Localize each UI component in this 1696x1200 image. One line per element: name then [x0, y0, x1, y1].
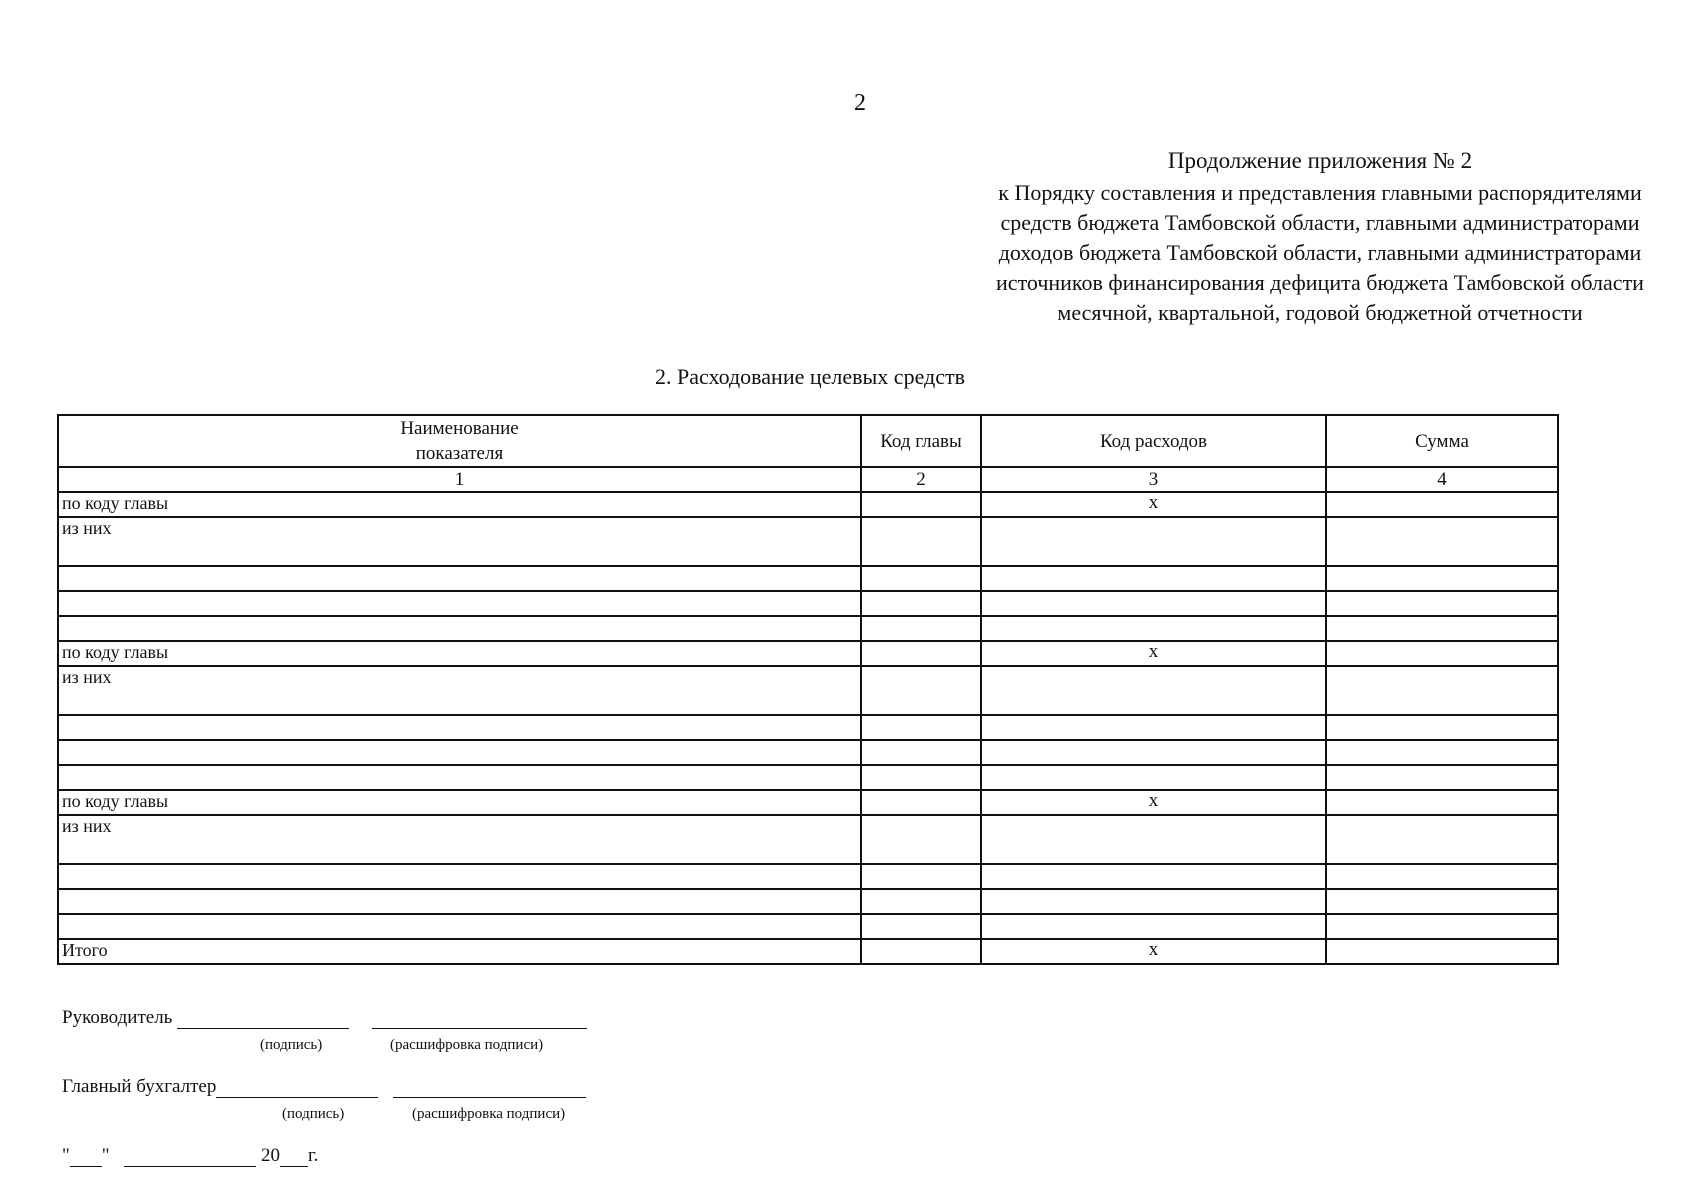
row-chapter-code	[861, 889, 981, 914]
row-sum	[1326, 715, 1558, 740]
table-row	[58, 864, 1558, 889]
row-name: из них	[58, 815, 861, 864]
table-header-row	[58, 415, 1558, 467]
row-sum	[1326, 666, 1558, 715]
row-name	[58, 566, 861, 591]
row-chapter-code	[861, 715, 981, 740]
row-chapter-code	[861, 740, 981, 765]
row-sum	[1326, 616, 1558, 641]
accountant-signature-line	[62, 1076, 586, 1098]
table-row	[58, 616, 1558, 641]
row-sum	[1326, 864, 1558, 889]
row-sum	[1326, 591, 1558, 616]
table-row	[58, 790, 1558, 815]
accountant-signature-hint: (подпись)	[282, 1106, 345, 1122]
header-chapter-code: Код главы	[861, 415, 981, 467]
page-number: 2	[854, 90, 866, 116]
row-sum	[1326, 740, 1558, 765]
row-expense-code	[981, 566, 1326, 591]
appendix-title: Продолжение приложения № 2	[1167, 148, 1473, 173]
table-row	[58, 641, 1558, 666]
row-sum	[1326, 914, 1558, 939]
table-row	[58, 815, 1558, 864]
row-expense-code	[981, 517, 1326, 566]
row-name: по коду главы	[58, 790, 861, 815]
date-year-field[interactable]	[280, 1166, 308, 1167]
column-number: 4	[1326, 467, 1558, 492]
date-quote-close: "	[101, 1145, 110, 1166]
total-row	[58, 939, 1558, 964]
table-row	[58, 517, 1558, 566]
appendix-line: источников финансирования дефицита бюджета Тамбовской области	[996, 270, 1644, 295]
section-title: 2. Расходование целевых средств	[654, 364, 966, 389]
table-row	[58, 492, 1558, 517]
row-name	[58, 715, 861, 740]
row-expense-code	[981, 740, 1326, 765]
date-year-suffix: г.	[308, 1145, 319, 1166]
accountant-decode-field[interactable]	[393, 1097, 586, 1098]
date-line	[62, 1145, 318, 1167]
row-expense-code	[981, 616, 1326, 641]
table-row	[58, 715, 1558, 740]
table-row	[58, 740, 1558, 765]
row-expense-code	[981, 715, 1326, 740]
row-chapter-code	[861, 517, 981, 566]
row-expense-code	[981, 591, 1326, 616]
head-signature-line	[62, 1007, 587, 1029]
table-row	[58, 566, 1558, 591]
accountant-label: Главный бухгалтер	[62, 1076, 217, 1097]
row-chapter-code	[861, 864, 981, 889]
row-chapter-code	[861, 641, 981, 666]
row-expense-code: х	[981, 939, 1326, 964]
head-decode-hint: (расшифровка подписи)	[390, 1037, 544, 1053]
row-chapter-code	[861, 914, 981, 939]
row-name: из них	[58, 517, 861, 566]
row-name	[58, 889, 861, 914]
appendix-line: доходов бюджета Тамбовской области, главными администраторами	[998, 240, 1642, 265]
row-sum	[1326, 517, 1558, 566]
column-number: 1	[58, 467, 861, 492]
row-expense-code	[981, 666, 1326, 715]
row-name: по коду главы	[58, 641, 861, 666]
row-chapter-code	[861, 815, 981, 864]
date-day-field[interactable]	[70, 1166, 102, 1167]
row-name	[58, 914, 861, 939]
table-row	[58, 914, 1558, 939]
row-chapter-code	[861, 939, 981, 964]
row-expense-code	[981, 815, 1326, 864]
table-row	[58, 591, 1558, 616]
row-chapter-code	[861, 492, 981, 517]
row-sum	[1326, 566, 1558, 591]
table-row	[58, 666, 1558, 715]
date-quote-open: "	[62, 1145, 70, 1166]
row-expense-code	[981, 864, 1326, 889]
appendix-line: средств бюджета Тамбовской области, главными администраторами	[1000, 210, 1640, 235]
target-funds-table	[57, 414, 1559, 965]
appendix-header	[880, 146, 1696, 328]
accountant-decode-hint: (расшифровка подписи)	[412, 1106, 566, 1122]
row-sum	[1326, 765, 1558, 790]
row-chapter-code	[861, 765, 981, 790]
row-expense-code: х	[981, 641, 1326, 666]
date-month-field[interactable]	[124, 1166, 256, 1167]
column-numbers-row	[58, 467, 1558, 492]
row-sum	[1326, 492, 1558, 517]
head-signature-hint: (подпись)	[260, 1037, 323, 1053]
row-name	[58, 765, 861, 790]
row-chapter-code	[861, 591, 981, 616]
header-indicator-name: Наименование показателя	[58, 415, 861, 467]
header-expense-code: Код расходов	[981, 415, 1326, 467]
row-sum	[1326, 939, 1558, 964]
row-chapter-code	[861, 790, 981, 815]
row-name	[58, 740, 861, 765]
row-expense-code: х	[981, 492, 1326, 517]
row-expense-code	[981, 765, 1326, 790]
row-expense-code	[981, 914, 1326, 939]
row-name	[58, 616, 861, 641]
row-chapter-code	[861, 666, 981, 715]
header-sum: Сумма	[1326, 415, 1558, 467]
row-name: из них	[58, 666, 861, 715]
row-sum	[1326, 889, 1558, 914]
row-sum	[1326, 641, 1558, 666]
column-number: 3	[981, 467, 1326, 492]
head-label: Руководитель	[62, 1007, 173, 1028]
row-sum	[1326, 790, 1558, 815]
row-name	[58, 591, 861, 616]
row-sum	[1326, 815, 1558, 864]
row-name: по коду главы	[58, 492, 861, 517]
row-name	[58, 864, 861, 889]
accountant-signature-field[interactable]	[216, 1097, 378, 1098]
row-expense-code: х	[981, 790, 1326, 815]
table-row	[58, 889, 1558, 914]
row-chapter-code	[861, 616, 981, 641]
head-signature-field[interactable]	[177, 1028, 349, 1029]
appendix-line: месячной, квартальной, годовой бюджетной отчетности	[1057, 300, 1583, 325]
table-row	[58, 765, 1558, 790]
row-chapter-code	[861, 566, 981, 591]
row-expense-code	[981, 889, 1326, 914]
appendix-line: к Порядку составления и представления главными распорядителями	[998, 180, 1642, 205]
row-name: Итого	[58, 939, 861, 964]
column-number: 2	[861, 467, 981, 492]
head-decode-field[interactable]	[372, 1028, 587, 1029]
date-year-prefix: 20	[261, 1145, 281, 1166]
